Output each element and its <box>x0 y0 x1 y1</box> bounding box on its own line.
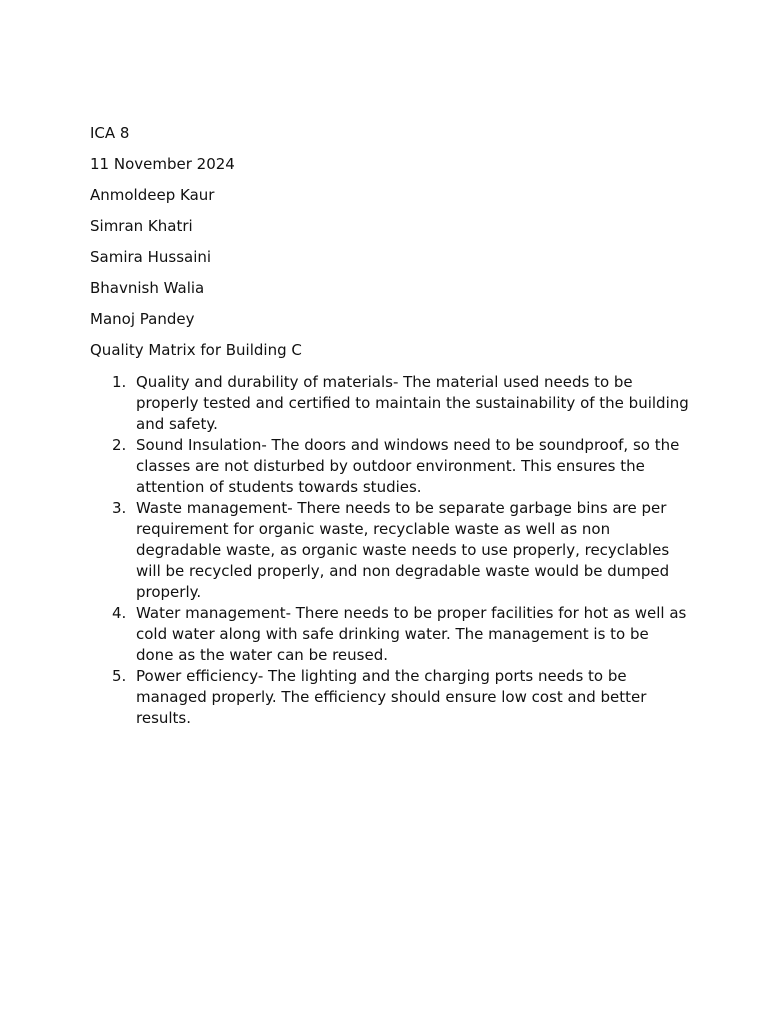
author-name: Anmoldeep Kaur <box>90 186 215 204</box>
list-item <box>90 666 690 729</box>
list-item <box>90 372 690 435</box>
author-name: Simran Khatri <box>90 217 193 235</box>
list-item-text: Power efficiency- The lighting and the charging ports needs to be managed properly. The efficiency should ensure low cost and better results. <box>136 667 647 727</box>
list-item-text: Quality and durability of materials- The material used needs to be properly tested and certified to maintain the sustainability of the building and safety. <box>136 373 689 433</box>
list-number: 1. <box>112 373 127 391</box>
list-item-text: Water management- There needs to be proper facilities for hot as well as cold water along with safe drinking water. The management is to be done as the water can be reused. <box>136 604 687 664</box>
list-number: 3. <box>112 499 127 517</box>
list-number: 2. <box>112 436 127 454</box>
section-heading: Quality Matrix for Building C <box>90 341 302 359</box>
list-item <box>90 435 690 498</box>
author-name: Manoj Pandey <box>90 310 195 328</box>
list-item-text: Sound Insulation- The doors and windows need to be soundproof, so the classes are not disturbed by outdoor environment. This ensures the attention of students towards studies. <box>136 436 680 496</box>
list-item <box>90 603 690 666</box>
assignment-title: ICA 8 <box>90 124 130 142</box>
author-name: Bhavnish Walia <box>90 279 205 297</box>
date-line: 11 November 2024 <box>90 155 235 173</box>
list-item <box>90 498 690 603</box>
list-number: 5. <box>112 667 127 685</box>
document-page <box>90 124 690 729</box>
quality-matrix-list-wrap <box>90 372 690 729</box>
list-number: 4. <box>112 604 127 622</box>
author-name: Samira Hussaini <box>90 248 212 266</box>
list-item-text: Waste management- There needs to be separate garbage bins are per requirement for organic waste, recyclable waste as well as non degradable waste, as organic waste needs to use properly, recyclables will be recycled properly, and non degradable waste would be dumped properly. <box>136 499 670 601</box>
quality-matrix-list <box>90 372 690 729</box>
